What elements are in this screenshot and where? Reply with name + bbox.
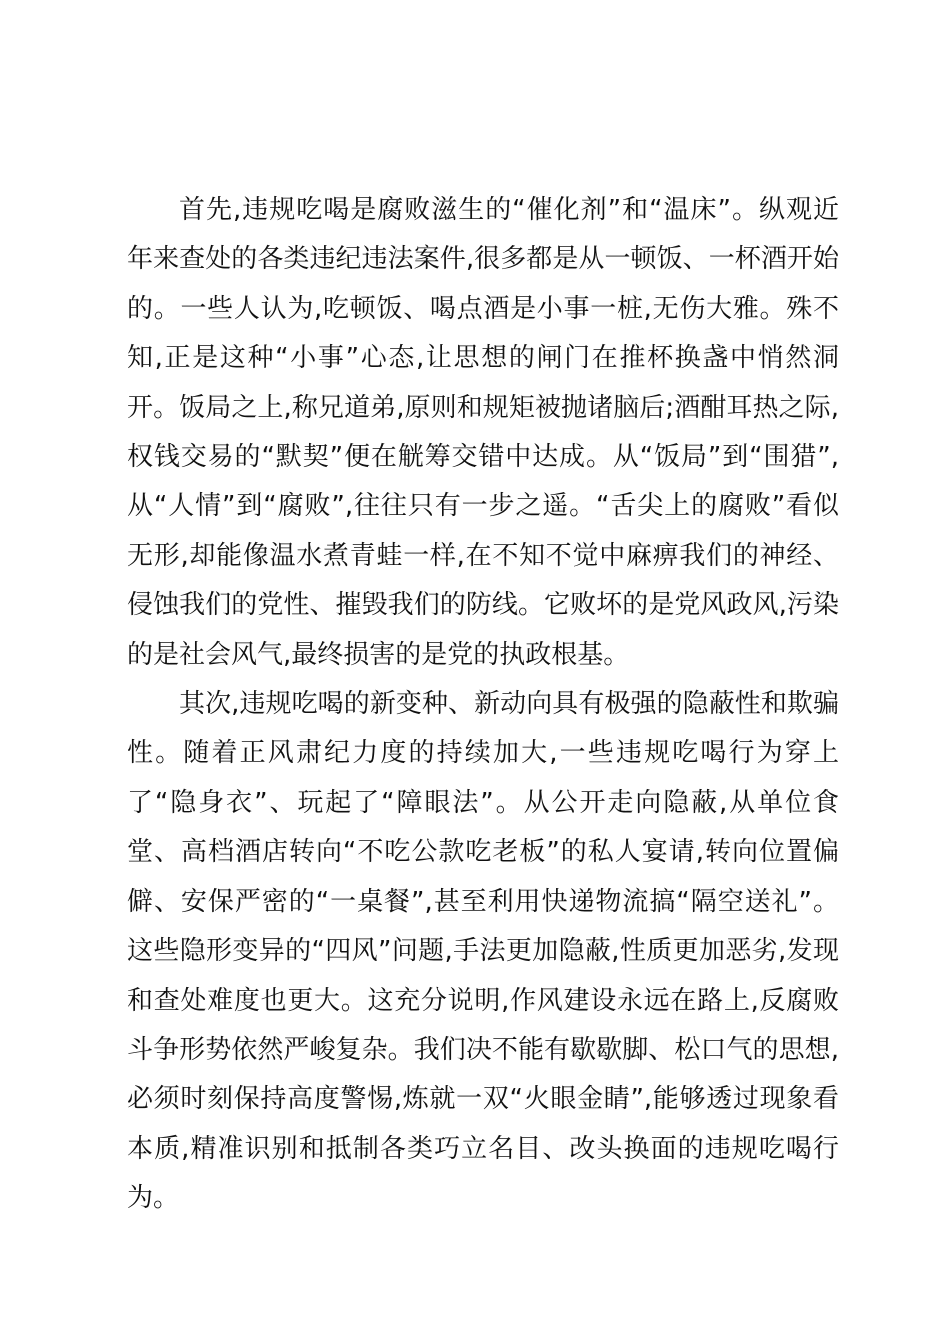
paragraph-first: 首先,违规吃喝是腐败滋生的“催化剂”和“温床”。纵观近年来查处的各类违纪违法案件,很多都是从一顿饭、一杯酒开始的。一些人认为,吃顿饭、喝点酒是小事一桩,无伤大雅。殊不知,正是这种“小事”心态,让思想的闸门在推杯换盏中悄然洞开。饭局之上,称兄道弟,原则和规矩被抛诸脑后;酒酣耳热之际,权钱交易的“默契”便在觥筹交错中达成。从“饭局”到“围猎”,从“人情”到“腐败”,往往只有一步之遥。“舌尖上的腐败”看似无形,却能像温水煮青蛙一样,在不知不觉中麻痹我们的神经、侵蚀我们的党性、摧毁我们的防线。它败坏的是党风政风,污染的是社会风气,最终损害的是党的执政根基。	[127, 195, 839, 670]
paragraph-second: 其次,违规吃喝的新变种、新动向具有极强的隐蔽性和欺骗性。随着正风肃纪力度的持续加大,一些违规吃喝行为穿上了“隐身衣”、玩起了“障眼法”。从公开走向隐蔽,从单位食堂、高档酒店转向“不吃公款吃老板”的私人宴请,转向位置偏僻、安保严密的“一桌餐”,甚至利用快递物流搞“隔空送礼”。这些隐形变异的“四风”问题,手法更加隐蔽,性质更加恶劣,发现和查处难度也更大。这充分说明,作风建设永远在路上,反腐败斗争形势依然严峻复杂。我们决不能有歇歇脚、松口气的思想,必须时刻保持高度警惕,炼就一双“火眼金睛”,能够透过现象看本质,精准识别和抵制各类巧立名目、改头换面的违规吃喝行为。	[127, 689, 839, 1214]
document-body	[127, 186, 839, 1224]
